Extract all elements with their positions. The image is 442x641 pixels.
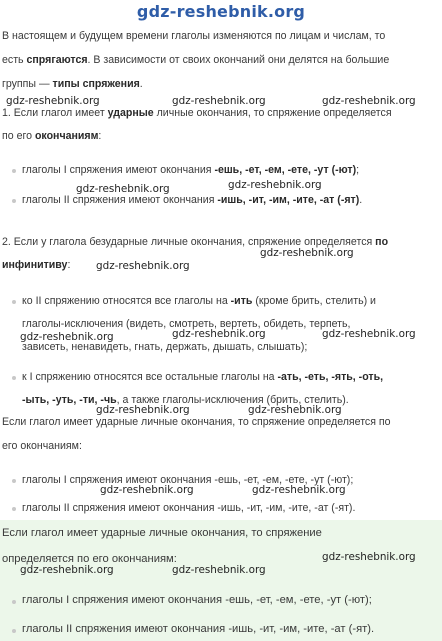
bullet-1-text-c: ;: [356, 164, 360, 176]
bullet-4-line-1: [22, 371, 383, 384]
watermark: gdz-reshebnik.org: [172, 564, 266, 576]
watermark: gdz-reshebnik.org: [252, 484, 346, 496]
rule-1-line-2: [2, 130, 101, 143]
rule-2-line-2-colon: :: [67, 259, 71, 271]
bullet-4-text-b: , а также глаголы-исключения (брить, стелить).: [116, 394, 349, 406]
bullet-1-endings: -ешь, -ет, -ем, -ете, -ут (-ют): [214, 164, 357, 176]
intro-line-2-text-a: есть: [2, 54, 27, 66]
rule-1-line-2-text-c: :: [98, 130, 102, 142]
highlight-line-2: определяется по его окончаниям:: [2, 553, 177, 565]
intro-line-2-text-c: . В зависимости от своих окончаний они делятся на большие: [87, 54, 390, 66]
bullet-dot: [12, 300, 16, 304]
bullet-dot: [12, 376, 16, 380]
bullet-4-suffixes-more: -ыть, -уть, -ти, -чь: [22, 394, 117, 406]
watermark: gdz-reshebnik.org: [96, 404, 190, 416]
watermark: gdz-reshebnik.org: [228, 179, 322, 191]
para-3-line-2: его окончаниям:: [2, 440, 82, 452]
watermark: gdz-reshebnik.org: [20, 564, 114, 576]
watermark: gdz-reshebnik.org: [260, 247, 354, 259]
bullet-3-line-1: [22, 295, 376, 308]
watermark: gdz-reshebnik.org: [322, 95, 416, 107]
rule-2-keyword-infinitive: инфинитиву: [2, 259, 68, 271]
bullet-first-conjugation: [22, 164, 359, 177]
bullet-dot: [12, 507, 16, 511]
watermark: gdz-reshebnik.org: [172, 95, 266, 107]
rule-1-keyword-endings: окончаниям: [34, 130, 99, 142]
bullet-2-text-c: .: [359, 194, 363, 206]
rule-1-text-c: личные окончания, то спряжение определяется: [153, 107, 392, 119]
bullet-dot: [12, 199, 16, 203]
highlight-bullet-2: глаголы II спряжения имеют окончания -ишь, -ит, -им, -ите, -ат (-ят).: [22, 623, 375, 635]
bullet-4-text-a: к I спряжению относятся все остальные глаголы на: [22, 371, 278, 383]
bullet-dot: [12, 600, 16, 604]
rule-1-keyword-stressed: ударные: [107, 107, 154, 119]
bullet-3-text-c: (кроме брить, стелить) и: [252, 295, 376, 307]
intro-keyword-types: типы спряжения: [52, 78, 140, 90]
watermark: gdz-reshebnik.org: [322, 328, 416, 340]
bullet-3-text-a: ко II спряжению относятся все глаголы на: [22, 295, 231, 307]
bullet-6: глаголы II спряжения имеют окончания -ишь, -ит, -им, -ите, -ат (-ят).: [22, 502, 356, 514]
watermark: gdz-reshebnik.org: [172, 328, 266, 340]
bullet-second-conjugation: [22, 194, 362, 207]
bullet-2-text-a: глаголы II спряжения имеют окончания: [22, 194, 218, 206]
bullet-2-endings: -ишь, -ит, -им, -ите, -ат (-ят): [217, 194, 360, 206]
watermark: gdz-reshebnik.org: [96, 260, 190, 272]
highlight-line-1: Если глагол имеет ударные личные окончания, то спряжение: [2, 527, 322, 539]
rule-1-line-1: [2, 107, 392, 120]
intro-line-1: В настоящем и будущем времени глаголы изменяются по лицам и числам, то: [2, 30, 386, 42]
intro-line-3-text-a: группы —: [2, 78, 53, 90]
intro-line-3-text-c: .: [139, 78, 143, 90]
bullet-1-text-a: глаголы I спряжения имеют окончания: [22, 164, 215, 176]
intro-line-2: [2, 54, 389, 67]
para-3-line-1: Если глагол имеет ударные личные окончания, то спряжение определяется по: [2, 416, 391, 428]
rule-2-text-a: 2. Если у глагола безударные личные окончания, спряжение определяется: [2, 236, 376, 248]
watermark: gdz-reshebnik.org: [322, 551, 416, 563]
bullet-dot: [12, 629, 16, 633]
rule-1-line-2-text-a: по его: [2, 130, 35, 142]
bullet-3-line-2: глаголы-исключения (видеть, смотреть, вертеть, обидеть, терпеть,: [22, 318, 351, 330]
watermark: gdz-reshebnik.org: [6, 95, 100, 107]
bullet-5: глаголы I спряжения имеют окончания -ешь, -ет, -ем, -ете, -ут (-ют);: [22, 474, 354, 486]
watermark: gdz-reshebnik.org: [248, 404, 342, 416]
watermark: gdz-reshebnik.org: [100, 484, 194, 496]
watermark: gdz-reshebnik.org: [76, 183, 170, 195]
site-logo: gdz-reshebnik.org: [136, 2, 306, 21]
rule-2-keyword-by: по: [375, 236, 389, 248]
rule-1-text-a: 1. Если глагол имеет: [2, 107, 108, 119]
bullet-3-line-3: зависеть, ненавидеть, гнать, держать, дышать, слышать);: [22, 341, 308, 353]
bullet-4-suffixes: -ать, -еть, -ять, -оть,: [277, 371, 384, 383]
highlight-bullet-1: глаголы I спряжения имеют окончания -ешь, -ет, -ем, -ете, -ут (-ют);: [22, 594, 372, 606]
rule-2-line-2: [2, 259, 70, 272]
intro-line-3: [2, 78, 143, 91]
bullet-dot: [12, 479, 16, 483]
intro-keyword-conjugate: спрягаются: [26, 54, 88, 66]
bullet-dot: [12, 169, 16, 173]
bullet-3-suffix: -ить: [230, 295, 253, 307]
watermark: gdz-reshebnik.org: [20, 331, 114, 343]
